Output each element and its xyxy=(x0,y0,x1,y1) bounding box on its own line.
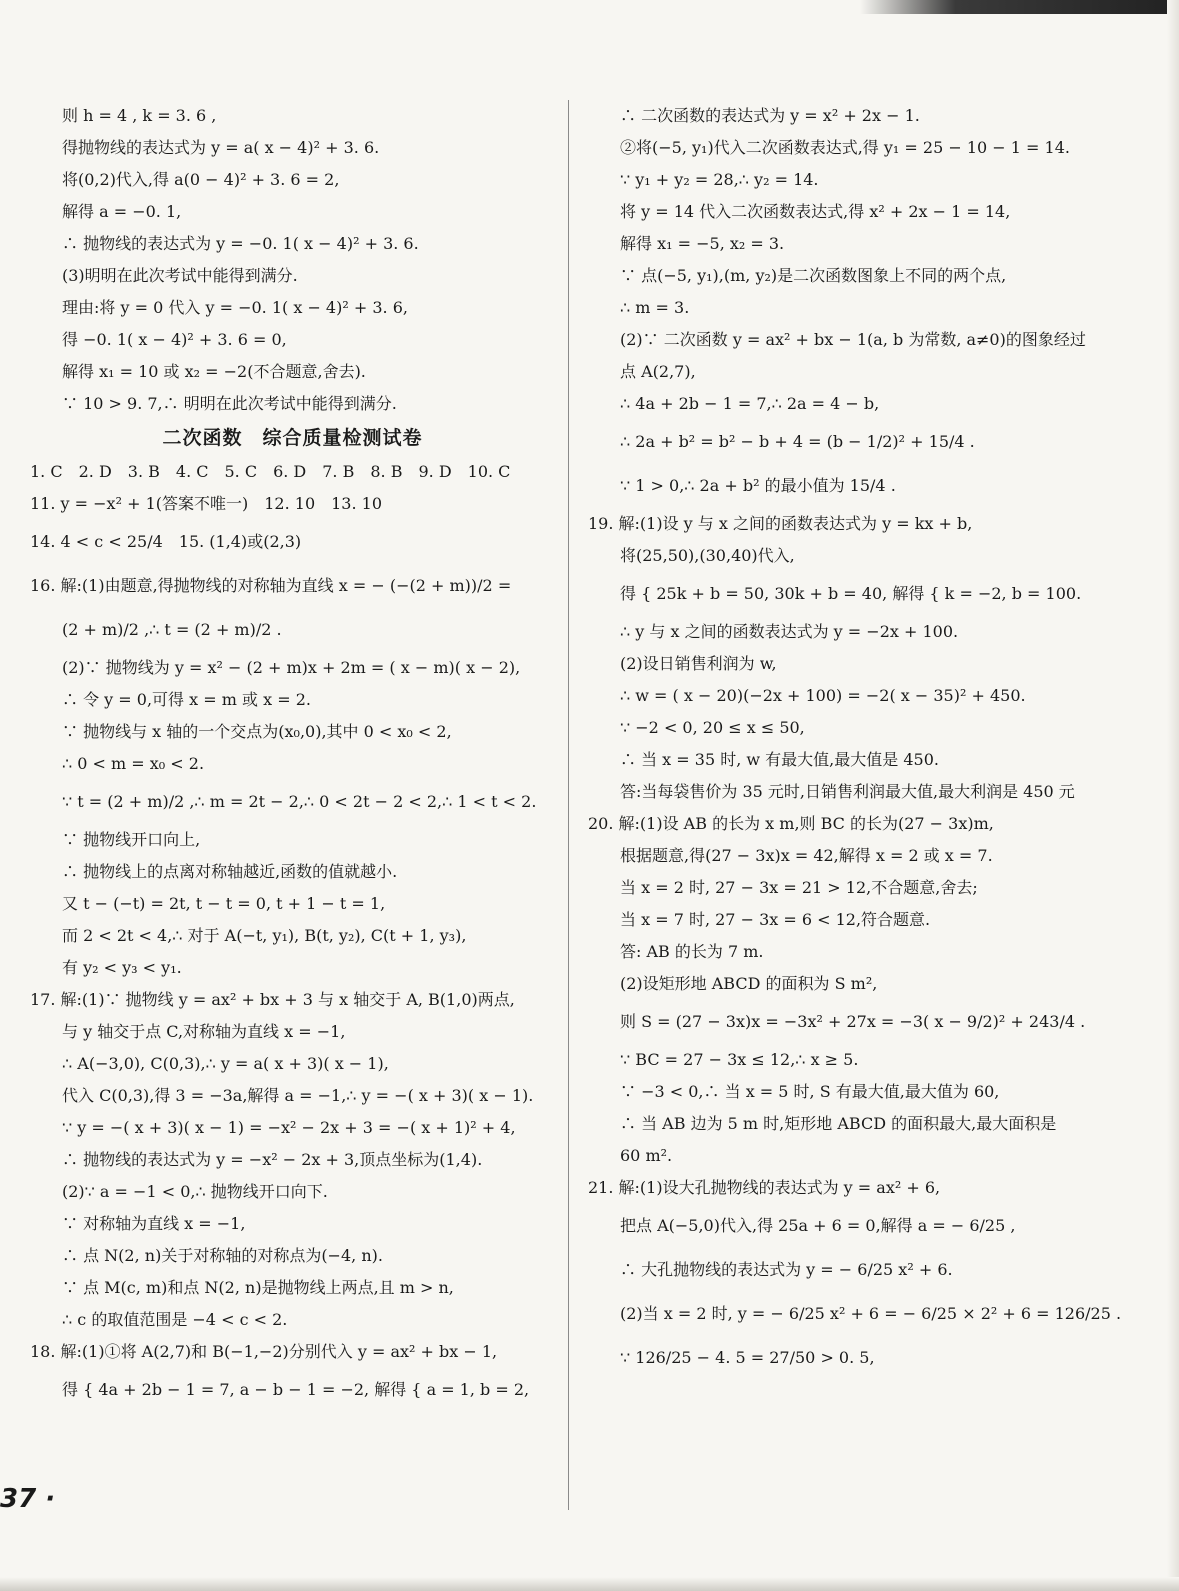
text-line: (2)设矩形地 ABCD 的面积为 S m², xyxy=(620,974,878,993)
text-line: 又 t − (−t) = 2t, t − t = 0, t + 1 − t = 1, xyxy=(62,894,386,913)
scan-edge-top xyxy=(860,0,1179,14)
text-line: 17. 解:(1)∵ 抛物线 y = ax² + bx + 3 与 x 轴交于 A, B(1,0)两点, xyxy=(30,990,515,1009)
text-line: 解得 a = −0. 1, xyxy=(62,202,182,221)
text-line: ∴ c 的取值范围是 −4 < c < 2. xyxy=(62,1310,288,1329)
text-line: ∴ 点 N(2, n)关于对称轴的对称点为(−4, n). xyxy=(62,1246,383,1265)
text-line: ∵ 10 > 9. 7,∴ 明明在此次考试中能得到满分. xyxy=(62,394,397,413)
text-line: 当 x = 2 时, 27 − 3x = 21 > 12,不合题意,舍去; xyxy=(620,878,978,897)
text-line: ②将(−5, y₁)代入二次函数表达式,得 y₁ = 25 − 10 − 1 = 14. xyxy=(620,138,1070,157)
text-line: 理由:将 y = 0 代入 y = −0. 1( x − 4)² + 3. 6, xyxy=(62,298,408,317)
text-line: 11. y = −x² + 1(答案不唯一) 12. 10 13. 10 xyxy=(30,494,383,513)
text-line: (2 + m)/2 ,∴ t = (2 + m)/2 . xyxy=(62,620,282,639)
text-line: ∴ 当 AB 边为 5 m 时,矩形地 ABCD 的面积最大,最大面积是 xyxy=(620,1114,1057,1133)
text-line: ∴ 抛物线的表达式为 y = −0. 1( x − 4)² + 3. 6. xyxy=(62,234,419,253)
page-number: 37 · xyxy=(0,1484,56,1514)
text-line: (2)设日销售利润为 w, xyxy=(620,654,777,673)
section-title: 二次函数 综合质量检测试卷 xyxy=(162,427,423,449)
text-line: 21. 解:(1)设大孔抛物线的表达式为 y = ax² + 6, xyxy=(588,1178,941,1197)
left-column xyxy=(30,100,555,1412)
text-line: ∴ 0 < m = x₀ < 2. xyxy=(62,754,205,773)
text-line: ∴ 二次函数的表达式为 y = x² + 2x − 1. xyxy=(620,106,920,125)
text-line: ∵ y = −( x + 3)( x − 1) = −x² − 2x + 3 = −( x + 1)² + 4, xyxy=(62,1118,516,1137)
text-line: 得 { 4a + 2b − 1 = 7, a − b − 1 = −2, 解得 { a = 1, b = 2, xyxy=(62,1380,530,1399)
text-line: ∴ 大孔抛物线的表达式为 y = − 6/25 x² + 6. xyxy=(620,1260,953,1279)
text-line: 答: AB 的长为 7 m. xyxy=(620,942,764,961)
text-line: (2)∵ a = −1 < 0,∴ 抛物线开口向下. xyxy=(62,1182,328,1201)
column-divider xyxy=(568,100,569,1510)
right-column xyxy=(588,100,1148,1380)
text-line: ∴ 抛物线上的点离对称轴越近,函数的值就越小. xyxy=(62,862,398,881)
text-line: 将 y = 14 代入二次函数表达式,得 x² + 2x − 1 = 14, xyxy=(620,202,1011,221)
text-line: 点 A(2,7), xyxy=(620,362,696,381)
text-line: 1. C 2. D 3. B 4. C 5. C 6. D 7. B 8. B 9. D 10. C xyxy=(30,462,511,481)
text-line: 19. 解:(1)设 y 与 x 之间的函数表达式为 y = kx + b, xyxy=(588,514,973,533)
text-line: ∵ BC = 27 − 3x ≤ 12,∴ x ≥ 5. xyxy=(620,1050,859,1069)
text-line: 根据题意,得(27 − 3x)x = 42,解得 x = 2 或 x = 7. xyxy=(620,846,993,865)
text-line: ∵ −3 < 0,∴ 当 x = 5 时, S 有最大值,最大值为 60, xyxy=(620,1082,1000,1101)
text-line: 答:当每袋售价为 35 元时,日销售利润最大值,最大利润是 450 元 xyxy=(620,782,1075,801)
text-line: 将(0,2)代入,得 a(0 − 4)² + 3. 6 = 2, xyxy=(62,170,340,189)
text-line: (2)∵ 二次函数 y = ax² + bx − 1(a, b 为常数, a≠0)的图象经过 xyxy=(620,330,1086,349)
text-line: ∴ y 与 x 之间的函数表达式为 y = −2x + 100. xyxy=(620,622,959,641)
text-line: 代入 C(0,3),得 3 = −3a,解得 a = −1,∴ y = −( x + 3)( x − 1). xyxy=(62,1086,534,1105)
text-line: ∴ 2a + b² = b² − b + 4 = (b − 1/2)² + 15/4 . xyxy=(620,432,975,451)
text-line: 14. 4 < c < 25/4 15. (1,4)或(2,3) xyxy=(30,532,302,551)
scan-edge-right xyxy=(1167,0,1179,1591)
text-line: 而 2 < 2t < 4,∴ 对于 A(−t, y₁), B(t, y₂), C(t + 1, y₃), xyxy=(62,926,467,945)
text-line: 把点 A(−5,0)代入,得 25a + 6 = 0,解得 a = − 6/25 , xyxy=(620,1216,1016,1235)
text-line: ∵ 抛物线开口向上, xyxy=(62,830,201,849)
text-line: ∴ A(−3,0), C(0,3),∴ y = a( x + 3)( x − 1), xyxy=(62,1054,389,1073)
text-line: 有 y₂ < y₃ < y₁. xyxy=(62,958,182,977)
text-line: ∵ y₁ + y₂ = 28,∴ y₂ = 14. xyxy=(620,170,819,189)
text-line: ∵ t = (2 + m)/2 ,∴ m = 2t − 2,∴ 0 < 2t − 2 < 2,∴ 1 < t < 2. xyxy=(62,792,537,811)
text-line: 则 S = (27 − 3x)x = −3x² + 27x = −3( x − 9/2)² + 243/4 . xyxy=(620,1012,1086,1031)
text-line: 得 { 25k + b = 50, 30k + b = 40, 解得 { k = −2, b = 100. xyxy=(620,584,1082,603)
text-line: ∴ 4a + 2b − 1 = 7,∴ 2a = 4 − b, xyxy=(620,394,880,413)
text-line: 16. 解:(1)由题意,得抛物线的对称轴为直线 x = − (−(2 + m))/2 = xyxy=(30,576,512,595)
text-line: ∴ m = 3. xyxy=(620,298,690,317)
text-line: ∵ −2 < 0, 20 ≤ x ≤ 50, xyxy=(620,718,805,737)
text-line: (3)明明在此次考试中能得到满分. xyxy=(62,266,298,285)
text-line: (2)∵ 抛物线为 y = x² − (2 + m)x + 2m = ( x − m)( x − 2), xyxy=(62,658,521,677)
text-line: ∴ 抛物线的表达式为 y = −x² − 2x + 3,顶点坐标为(1,4). xyxy=(62,1150,483,1169)
text-line: 将(25,50),(30,40)代入, xyxy=(620,546,795,565)
text-line: ∵ 对称轴为直线 x = −1, xyxy=(62,1214,246,1233)
text-line: 解得 x₁ = −5, x₂ = 3. xyxy=(620,234,785,253)
text-line: ∴ 当 x = 35 时, w 有最大值,最大值是 450. xyxy=(620,750,939,769)
text-line: ∴ 令 y = 0,可得 x = m 或 x = 2. xyxy=(62,690,311,709)
text-line: 解得 x₁ = 10 或 x₂ = −2(不合题意,舍去). xyxy=(62,362,366,381)
text-line: 当 x = 7 时, 27 − 3x = 6 < 12,符合题意. xyxy=(620,910,931,929)
text-line: (2)当 x = 2 时, y = − 6/25 x² + 6 = − 6/25 × 2² + 6 = 126/25 . xyxy=(620,1304,1122,1323)
text-line: 20. 解:(1)设 AB 的长为 x m,则 BC 的长为(27 − 3x)m, xyxy=(588,814,994,833)
text-line: ∵ 126/25 − 4. 5 = 27/50 > 0. 5, xyxy=(620,1348,875,1367)
text-line: 与 y 轴交于点 C,对称轴为直线 x = −1, xyxy=(62,1022,346,1041)
text-line: ∵ 抛物线与 x 轴的一个交点为(x₀,0),其中 0 < x₀ < 2, xyxy=(62,722,452,741)
text-line: 则 h = 4 , k = 3. 6 , xyxy=(62,106,217,125)
text-line: ∵ 点 M(c, m)和点 N(2, n)是抛物线上两点,且 m > n, xyxy=(62,1278,454,1297)
scan-edge-bottom xyxy=(0,1577,1179,1591)
text-line: ∴ w = ( x − 20)(−2x + 100) = −2( x − 35)² + 450. xyxy=(620,686,1026,705)
text-line: 18. 解:(1)①将 A(2,7)和 B(−1,−2)分别代入 y = ax² + bx − 1, xyxy=(30,1342,498,1361)
text-line: 得 −0. 1( x − 4)² + 3. 6 = 0, xyxy=(62,330,287,349)
text-line: ∵ 1 > 0,∴ 2a + b² 的最小值为 15/4 . xyxy=(620,476,896,495)
text-line: 60 m². xyxy=(620,1146,673,1165)
text-line: ∵ 点(−5, y₁),(m, y₂)是二次函数图象上不同的两个点, xyxy=(620,266,1007,285)
text-line: 得抛物线的表达式为 y = a( x − 4)² + 3. 6. xyxy=(62,138,380,157)
